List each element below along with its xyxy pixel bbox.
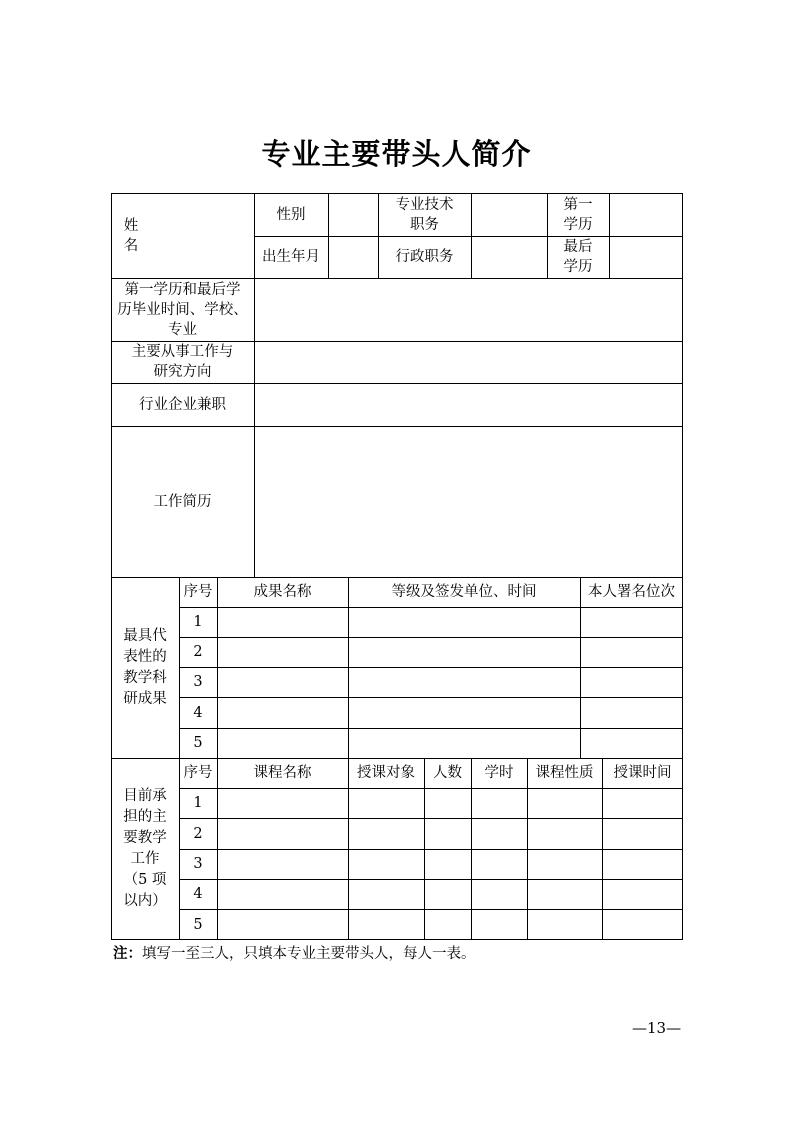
footnote <box>113 942 476 963</box>
rule <box>179 607 683 608</box>
achievements-header-name: 成果名称 <box>253 584 312 600</box>
page-number: —13— <box>632 1019 682 1037</box>
teaching-section-label: 目前承 担的主 要教学 工作 （5 项 以内） <box>123 788 167 909</box>
last-degree-label: 最后 学历 <box>563 239 593 275</box>
birth-field[interactable] <box>329 237 377 277</box>
achievement-row-number: 4 <box>193 704 203 721</box>
rule <box>179 697 683 698</box>
industry-field[interactable] <box>255 384 682 425</box>
teaching-row-number: 3 <box>193 856 203 872</box>
achievements-header-level: 等级及签发单位、时间 <box>391 584 537 600</box>
rule <box>179 849 683 850</box>
rule <box>179 879 683 880</box>
resume-label: 工作简历 <box>153 493 212 510</box>
rule <box>179 637 683 638</box>
achievements-header-rank: 本人署名位次 <box>588 584 675 600</box>
tech-title-label: 专业技术 职务 <box>395 196 454 233</box>
teaching-header-time: 授课时间 <box>613 765 672 781</box>
teaching-row-number: 5 <box>193 916 203 933</box>
research-label: 主要从事工作与 研究方向 <box>131 344 234 380</box>
education-field[interactable] <box>255 279 682 340</box>
teaching-row-number: 1 <box>193 795 203 811</box>
achievement-row-number: 2 <box>193 644 203 660</box>
birth-label: 出生年月 <box>262 249 320 265</box>
rule <box>179 909 683 910</box>
teaching-header-course: 课程名称 <box>253 765 312 781</box>
footnote-prefix: 注： <box>113 945 142 962</box>
education-label: 第一学历和最后学 历毕业时间、学校、 专业 <box>117 281 248 338</box>
teaching-row-number: 2 <box>193 825 203 842</box>
teaching-header-count: 人数 <box>433 765 462 781</box>
last-degree-field[interactable] <box>610 237 682 277</box>
industry-label: 行业企业兼职 <box>139 396 226 413</box>
gender-field[interactable] <box>329 194 377 235</box>
achievement-row-number: 5 <box>193 735 203 751</box>
name-field[interactable] <box>151 194 253 277</box>
rule <box>179 818 683 819</box>
resume-field[interactable] <box>255 427 682 576</box>
footnote-text: 填写一至三人，只填本专业主要带头人，每人一表。 <box>142 946 476 962</box>
teaching-header-no: 序号 <box>183 765 213 781</box>
teaching-header-nature: 课程性质 <box>535 765 594 781</box>
achievement-row-number: 3 <box>193 674 203 690</box>
admin-title-label: 行政职务 <box>395 249 454 265</box>
tech-title-field[interactable] <box>472 194 546 235</box>
name-label: 姓 名 <box>123 217 139 254</box>
achievements-section-label: 最具代 表性的 教学科 研成果 <box>123 627 167 707</box>
teaching-row-number: 4 <box>193 886 203 902</box>
rule <box>179 788 683 789</box>
rule <box>179 667 683 668</box>
admin-title-field[interactable] <box>472 237 546 277</box>
page-title: 专业主要带头人简介 <box>261 137 532 171</box>
rule <box>179 728 683 729</box>
teaching-header-audience: 授课对象 <box>357 765 415 781</box>
first-degree-field[interactable] <box>610 194 682 235</box>
achievement-row-number: 1 <box>193 614 203 630</box>
first-degree-label: 第一 学历 <box>563 196 593 233</box>
teaching-header-hours: 学时 <box>484 765 514 781</box>
gender-label: 性别 <box>276 206 306 223</box>
research-field[interactable] <box>255 342 682 382</box>
achievements-header-no: 序号 <box>183 584 213 600</box>
